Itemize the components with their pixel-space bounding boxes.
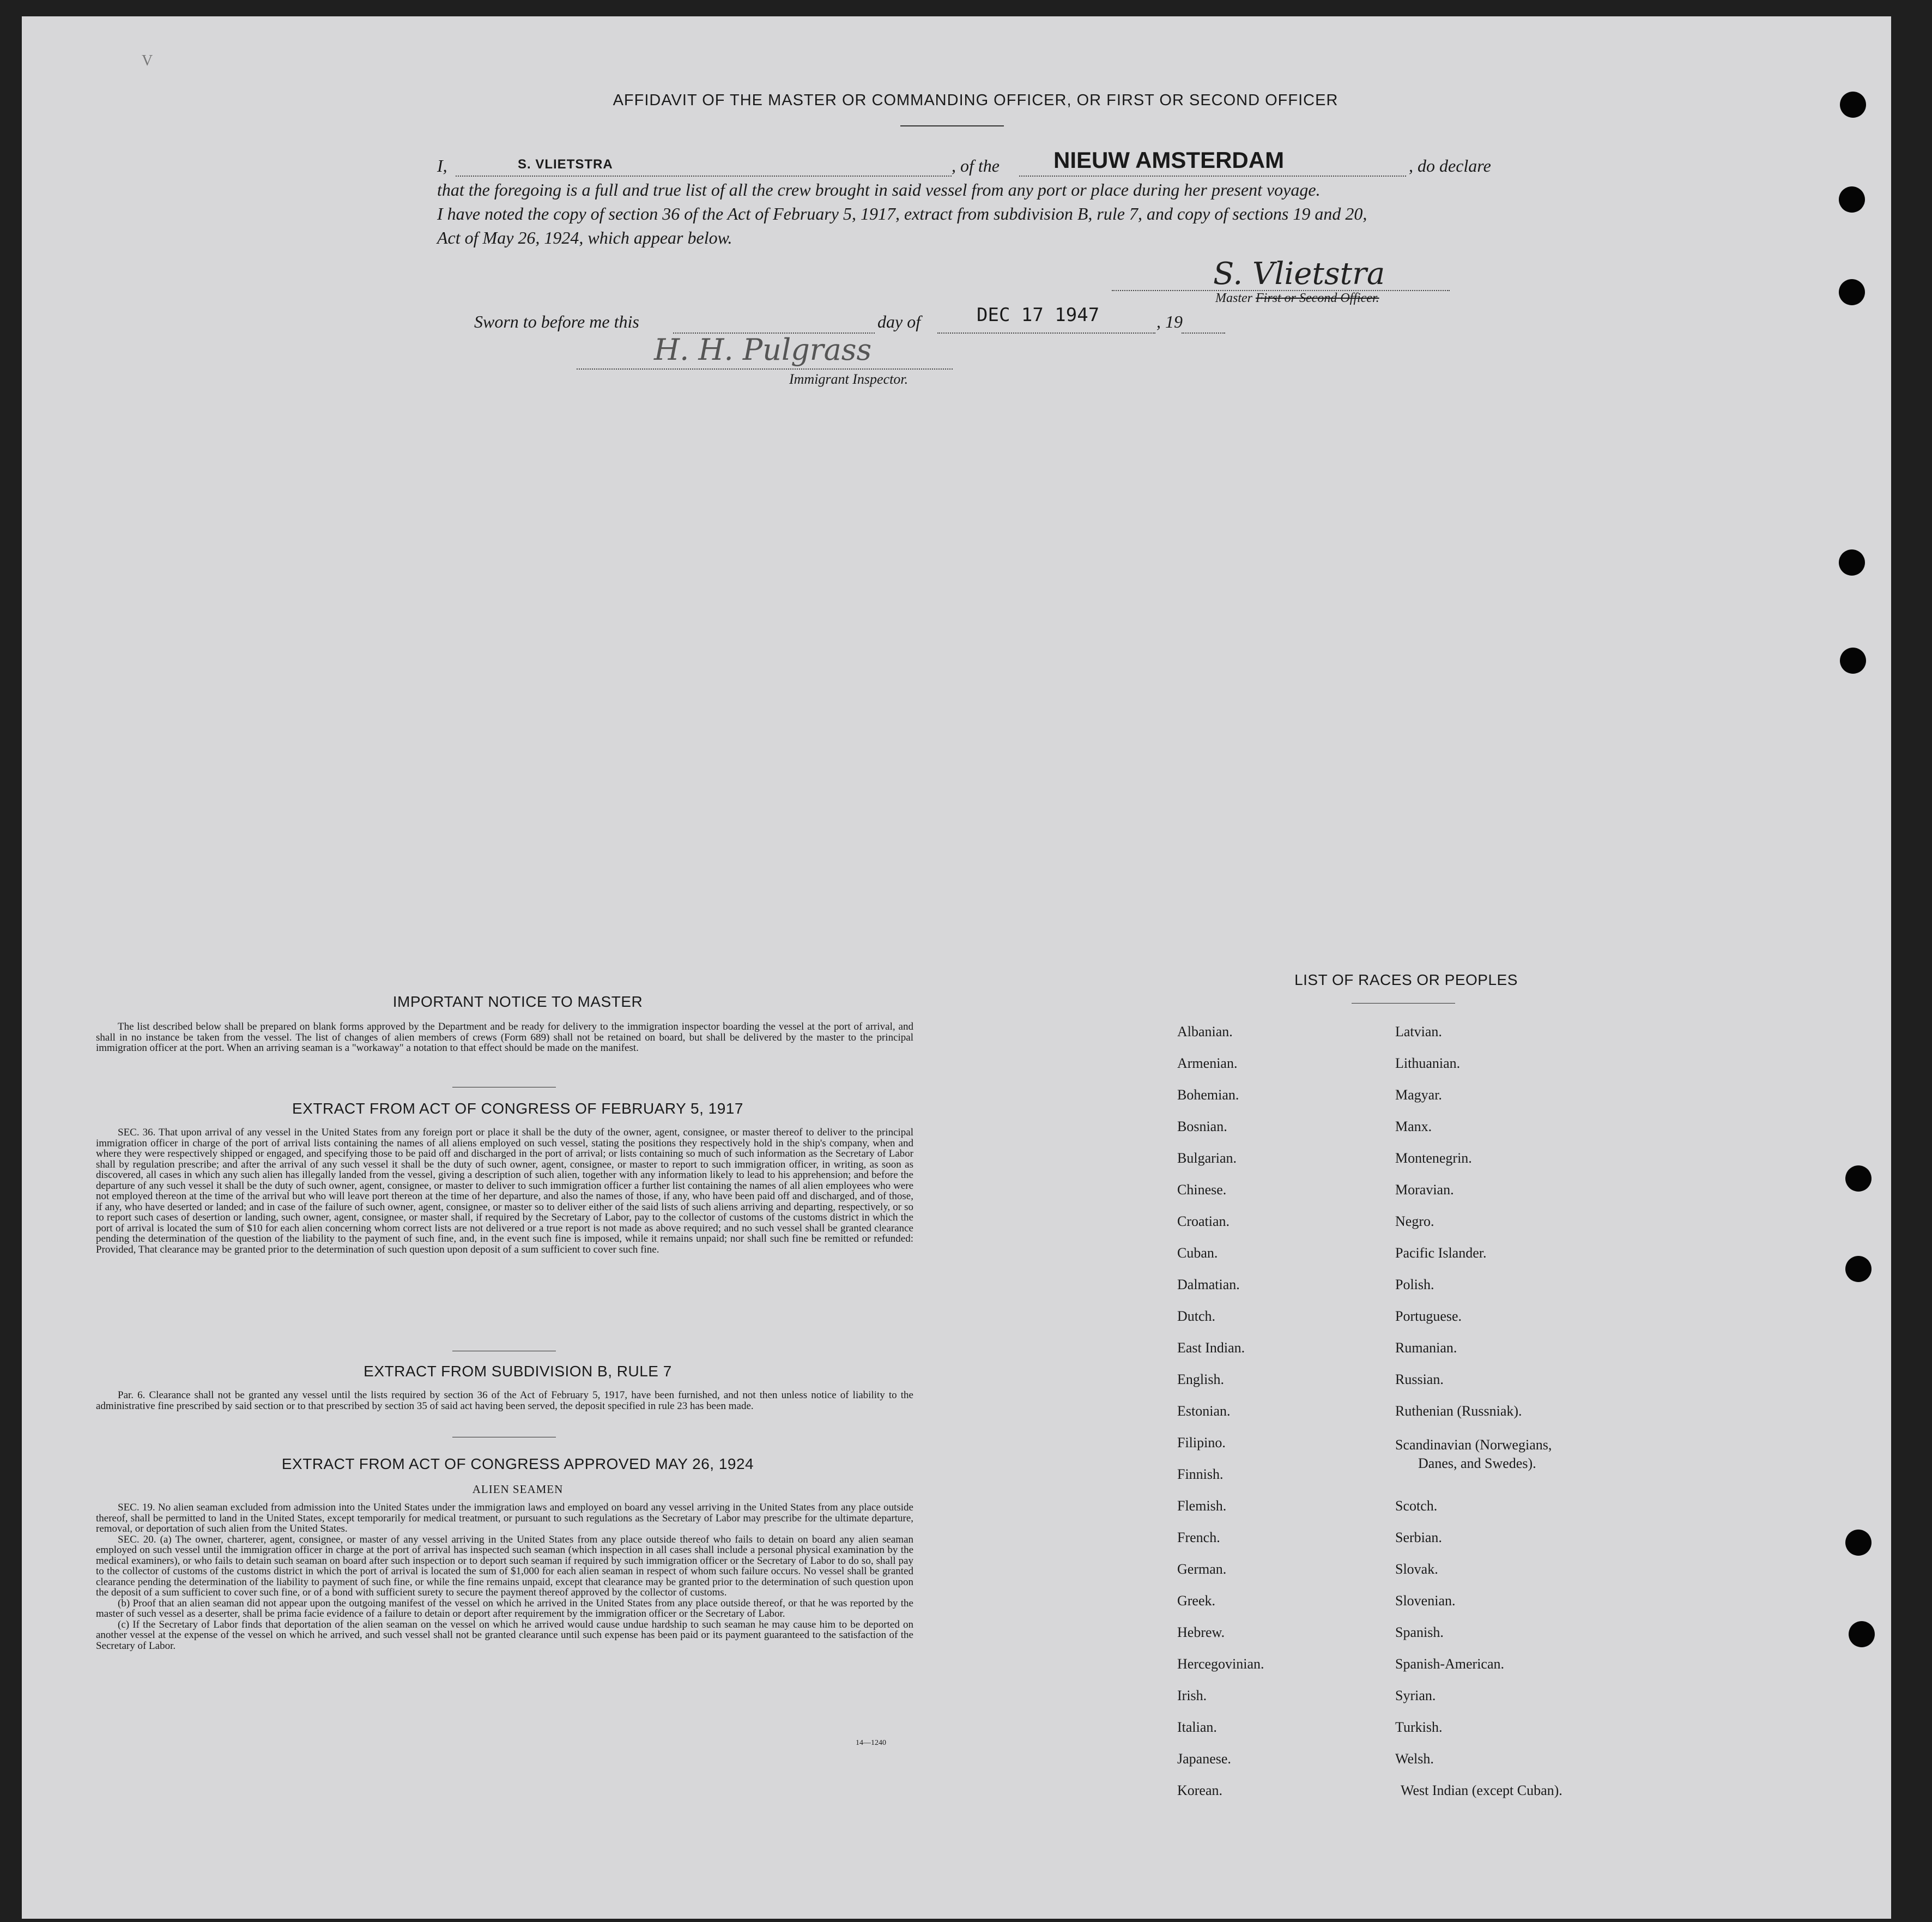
do-declare-label: , do declare — [1409, 156, 1491, 176]
extract-1917-body: SEC. 36. That upon arrival of any vessel in the United States from any foreign port or place it shall be the duty of the owner, agent, consignee, or master thereof to deliver to the principal immigration officer in charge of the port of arrival lists containing the names of all aliens employed on such vessel, stating the positions they respectively hold in the ship's company, when and where they were respectively shipped or engaged, and specifying those to be paid off and discharged in the port of arrival; or lists containing so much of such information as the Secretary of Labor shall by regulation prescribe; and after the arrival of any such vessel it shall be the duty of such owner, agent, consignee, or master to report to such immigration officer, in writing, as soon as discovered, all cases in which any such alien has illegally landed from the vessel, giving a description of such alien, together with any information likely to lead to his apprehension; and before the departure of any such vessel it shall be the duty of such owner, agent, consignee, or master to deliver to such immigration officer a further list containing the names of all alien employees who were not employed thereon at the time of the arrival but who will leave port thereon at the time of her departure, and also the names of those, if any, who have been paid off and discharged, and of those, if any, who have deserted or landed; and in case of the failure of such owner, agent, consignee, or master so to deliver either of the said lists of such aliens arriving and departing, respectively, or so to report such cases of desertion or landing, such owner, agent, consignee, or master shall, if required by the Secretary of Labor, pay to the collector of customs of the customs district in which the port of arrival is located the sum of $10 for each alien concerning whom correct lists are not delivered or a true report is not made as above required; and no such vessel shall be granted clearance pending the determination of the question of the liability to the payment of such fine, and, in the event such fine is imposed, while it remains unpaid; nor shall such fine be remitted or refunded: Provided, That clearance may be granted prior to the determination of such question upon deposit of a sum sufficient to cover such fine. — [96, 1127, 913, 1255]
day-of-label: day of — [877, 312, 921, 331]
race-left: Greek. — [1177, 1593, 1216, 1609]
race-left: Estonian. — [1177, 1403, 1231, 1419]
race-left: Bulgarian. — [1177, 1150, 1237, 1166]
race-right: Latvian. — [1395, 1024, 1442, 1039]
race-left: Albanian. — [1177, 1024, 1233, 1039]
race-left: Cuban. — [1177, 1245, 1218, 1261]
year-prefix: , 19 — [1156, 312, 1183, 331]
punch-hole — [1845, 1530, 1872, 1556]
race-left: Armenian. — [1177, 1055, 1238, 1071]
race-left: Chinese. — [1177, 1182, 1227, 1198]
races-divider — [1352, 1003, 1455, 1004]
race-right: Magyar. — [1395, 1087, 1442, 1103]
race-right: Negro. — [1395, 1213, 1434, 1229]
race-right: Manx. — [1395, 1119, 1432, 1134]
race-right: Polish. — [1395, 1277, 1434, 1292]
punch-hole — [1839, 186, 1865, 213]
race-right: Lithuanian. — [1395, 1055, 1461, 1071]
extract-1924-body — [96, 1502, 913, 1651]
race-right: Ruthenian (Russniak). — [1395, 1403, 1522, 1419]
race-left: Dalmatian. — [1177, 1277, 1240, 1292]
punch-hole — [1845, 1256, 1872, 1282]
race-left: Hebrew. — [1177, 1624, 1225, 1640]
declaration-line-4: Act of May 26, 1924, which appear below. — [437, 228, 732, 247]
rule7-title: EXTRACT FROM SUBDIVISION B, RULE 7 — [364, 1363, 672, 1380]
race-right: Welsh. — [1395, 1751, 1434, 1767]
race-left: Dutch. — [1177, 1308, 1216, 1324]
affidavit-title: AFFIDAVIT OF THE MASTER OR COMMANDING OFFICER, OR FIRST OR SECOND OFFICER — [613, 92, 1339, 109]
extract-1917-title: EXTRACT FROM ACT OF CONGRESS OF FEBRUARY 5, 1917 — [292, 1100, 743, 1117]
extract-1924-subtitle: ALIEN SEAMEN — [472, 1483, 564, 1496]
race-left: East Indian. — [1177, 1340, 1245, 1356]
race-right: Turkish. — [1395, 1719, 1443, 1735]
title-divider — [900, 125, 1004, 126]
notice-body: The list described below shall be prepared on blank forms approved by the Department and be ready for delivery to the immigration inspector boarding the vessel at the port of arrival, and shall in no instance be taken from the vessel. The list of changes of alien members of crews (Form 689) shall not be retained on board, but shall be delivered by the master to the principal immigration officer at the port. When an arriving seaman is a "workaway" a notation to that effect should be made on the manifest. — [96, 1021, 913, 1054]
race-right: Pacific Islander. — [1395, 1245, 1487, 1261]
race-right: Serbian. — [1395, 1530, 1442, 1545]
race-right: Slovenian. — [1395, 1593, 1456, 1609]
race-right: Rumanian. — [1395, 1340, 1457, 1356]
race-left: Finnish. — [1177, 1466, 1224, 1482]
sec19-text: SEC. 19. No alien seaman excluded from admission into the United States under the immigration laws and employed on board any vessel arriving in the United States from any place outside thereof, shall be permitted to land in the United States, except temporarily for medical treatment, or pursuant to such regulations as the Secretary of Labor may prescribe for the ultimate departure, removal, or deportation of such alien from the United States. — [96, 1502, 913, 1534]
declaration-line-3: I have noted the copy of section 36 of the Act of February 5, 1917, extract from subdivision B, rule 7, and copy of sections 19 and 20, — [437, 204, 1367, 223]
sec20b-text: (b) Proof that an alien seaman did not appear upon the outgoing manifest of the vessel on which he arrived in the United States from any place outside thereof, or that he was reported by the master of such vessel as a deserter, shall be prima facie evidence of a failure to detain or deport after requirement by the immigration officer or the Secretary of Labor. — [96, 1597, 913, 1619]
date-stamp: DEC 17 1947 — [977, 304, 1100, 326]
race-left: Bosnian. — [1177, 1119, 1227, 1134]
punch-hole — [1839, 279, 1865, 305]
role-struck: First or Second Officer. — [1256, 291, 1379, 305]
punch-hole — [1840, 648, 1866, 674]
punch-hole — [1845, 1165, 1872, 1192]
races-title: LIST OF RACES OR PEOPLES — [1294, 971, 1518, 988]
punch-hole — [1840, 92, 1866, 118]
race-right: Spanish. — [1395, 1624, 1444, 1640]
corner-mark: V — [142, 52, 153, 69]
officer-name-line — [456, 176, 952, 177]
extract-1924-title: EXTRACT FROM ACT OF CONGRESS APPROVED MAY 26, 1924 — [281, 1455, 754, 1472]
race-right: Montenegrin. — [1395, 1150, 1472, 1166]
race-left: Korean. — [1177, 1782, 1223, 1798]
race-right: Scandinavian (Norwegians, — [1395, 1437, 1552, 1453]
sworn-year-line — [1182, 333, 1225, 334]
sworn-prefix: Sworn to before me this — [474, 312, 639, 331]
race-right: Danes, and Swedes). — [1418, 1455, 1536, 1471]
race-left: Filipino. — [1177, 1435, 1226, 1450]
document-page — [22, 16, 1891, 1919]
vessel-name-line — [1019, 176, 1406, 177]
race-right: Slovak. — [1395, 1561, 1438, 1577]
race-left: Bohemian. — [1177, 1087, 1239, 1103]
race-right: Spanish-American. — [1395, 1656, 1505, 1672]
race-left: German. — [1177, 1561, 1227, 1577]
vessel-name: NIEUW AMSTERDAM — [1053, 147, 1285, 173]
race-left: Croatian. — [1177, 1213, 1230, 1229]
race-left: Italian. — [1177, 1719, 1217, 1735]
rule7-body: Par. 6. Clearance shall not be granted any vessel until the lists required by section 36 of the Act of February 5, 1917, have been furnished, and not then unless notice of liability to the administrative fine prescribed by said section or to that prescribed by section 35 of said act having been served, the deposit specified in rule 23 has been made. — [96, 1389, 913, 1412]
intro-prefix: I, — [437, 156, 447, 176]
race-right: West Indian (except Cuban). — [1401, 1782, 1562, 1798]
notice-title: IMPORTANT NOTICE TO MASTER — [392, 993, 643, 1010]
race-left: French. — [1177, 1530, 1220, 1545]
race-right: Scotch. — [1395, 1498, 1438, 1514]
signature-role — [1215, 290, 1379, 306]
race-right: Portuguese. — [1395, 1308, 1462, 1324]
race-left: Japanese. — [1177, 1751, 1231, 1767]
race-left: English. — [1177, 1371, 1224, 1387]
form-number: 14—1240 — [856, 1739, 886, 1747]
punch-hole — [1849, 1621, 1875, 1647]
inspector-signature-line — [577, 368, 953, 370]
inspector-signature: H. H. Pulgrass — [654, 333, 872, 367]
race-right: Syrian. — [1395, 1688, 1436, 1703]
race-right: Russian. — [1395, 1371, 1444, 1387]
officer-name: S. VLIETSTRA — [518, 157, 613, 172]
race-right: Moravian. — [1395, 1182, 1454, 1198]
punch-hole — [1839, 549, 1865, 576]
sec20a-text: SEC. 20. (a) The owner, charterer, agent, consignee, or master of any vessel arriving in the United States from any place outside thereof who fails to detain on board any alien seaman employed on such vessel until the immigration officer in charge at the port of arrival has inspected such seaman (which inspection in all cases shall include a personal physical examination by the medical examiners), or who fails to detain such seaman on board after such inspection or to deport such seaman if required by such immigration officer or the Secretary of Labor to do so, shall pay to the collector of customs of the customs district in which the port of arrival is located the sum of $1,000 for each alien seaman in respect of whom such failure occurs. No vessel shall be granted clearance pending the determination of the liability to payment of such fine, or while the fine remains unpaid, except that clearance may be granted prior to the determination of such question upon the deposit of a sum sufficient to cover such fine, or of a bond with sufficient surety to secure the payment thereof approved by the collector of customs. — [96, 1533, 913, 1598]
inspector-title: Immigrant Inspector. — [789, 371, 909, 387]
sec20c-text: (c) If the Secretary of Labor finds that deportation of the alien seaman on the vessel on which he arrived would cause undue hardship to such seaman he may cause him to be deported on another vessel at the expense of the vessel on which he arrived, and such vessel shall not be granted clearance until such expense has been paid or its payment guaranteed to the satisfaction of the Secretary of Labor. — [96, 1618, 913, 1652]
sworn-month-line — [937, 333, 1155, 334]
race-left: Irish. — [1177, 1688, 1207, 1703]
master-signature: S. Vlietstra — [1213, 256, 1385, 292]
role-master: Master — [1215, 291, 1252, 305]
declaration-line-2: that the foregoing is a full and true list of all the crew brought in said vessel from any port or place during her present voyage. — [437, 180, 1321, 200]
of-the-label: , of the — [952, 156, 1000, 176]
race-left: Hercegovinian. — [1177, 1656, 1264, 1672]
race-left: Flemish. — [1177, 1498, 1227, 1514]
